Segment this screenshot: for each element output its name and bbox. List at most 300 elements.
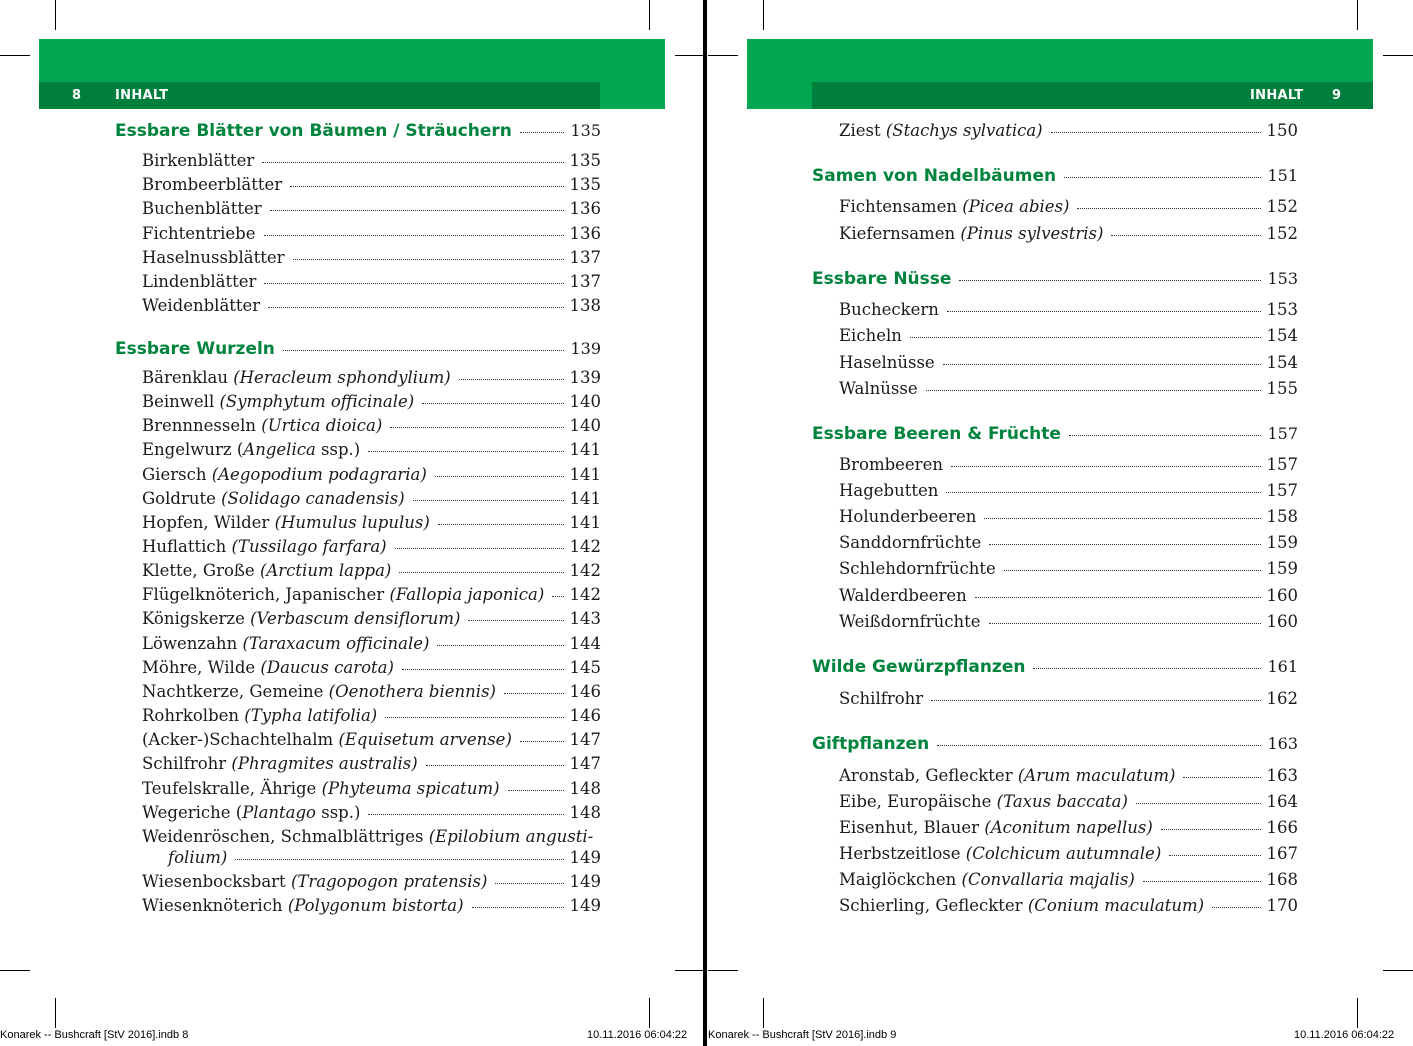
crop-mark (1357, 0, 1358, 30)
entry-latin-name: (Fallopia japonica) (389, 585, 545, 604)
dot-leader (1077, 208, 1260, 209)
page-ref: 157 (1266, 481, 1298, 500)
toc-entry (142, 872, 601, 891)
dot-leader (520, 132, 565, 133)
dot-leader (989, 623, 1261, 624)
entry-suffix: ssp.) (316, 803, 361, 822)
toc-entry (142, 658, 601, 677)
dot-leader (1069, 435, 1262, 436)
toc-entry (142, 513, 601, 532)
crop-mark (708, 970, 738, 971)
entry-latin-name: (Stachys sylvatica) (885, 121, 1043, 140)
toc-entry (142, 585, 601, 604)
entry-name (142, 537, 387, 556)
dot-leader (959, 280, 1261, 281)
toc-entry (839, 224, 1298, 243)
entry-latin-name-continued: folium) (168, 848, 228, 867)
entry-common-name: Haselnussblätter (142, 248, 285, 267)
toc-entry (839, 507, 1298, 526)
toc-entry (839, 481, 1298, 500)
page-ref: 160 (1266, 612, 1298, 631)
dot-leader (293, 259, 564, 260)
toc-section-heading (115, 339, 601, 359)
entry-common-name: Königskerze (142, 609, 245, 628)
entry-name (142, 754, 418, 773)
entry-common-name: Schilfrohr (142, 754, 227, 773)
toc-entry (839, 766, 1298, 785)
dot-leader (437, 645, 563, 646)
dot-leader (368, 451, 563, 452)
entry-name (839, 197, 1069, 216)
entry-name (839, 507, 976, 526)
footer-date-right: 10.11.2016 06:04:22 (1294, 1029, 1395, 1041)
dot-leader (235, 859, 563, 860)
toc-entry-continuation (168, 848, 601, 867)
entry-common-name: Goldrute (142, 489, 216, 508)
page-ref: 161 (1267, 657, 1298, 676)
entry-latin-name: (Oenothera biennis) (328, 682, 496, 701)
page-ref: 140 (569, 392, 601, 411)
entry-name (142, 272, 256, 291)
dot-leader (459, 379, 564, 380)
dot-leader (946, 492, 1260, 493)
page-ref: 141 (569, 513, 601, 532)
crop-mark (649, 0, 650, 30)
entry-latin-name: (Pinus sylvestris) (960, 224, 1104, 243)
dot-leader (989, 544, 1260, 545)
toc-section-heading (812, 166, 1298, 186)
page-ref: 141 (569, 440, 601, 459)
dot-leader (468, 620, 563, 621)
page-ref: 146 (569, 682, 601, 701)
entry-name (839, 481, 938, 500)
entry-common-name: Giersch (142, 465, 207, 484)
dot-leader (368, 814, 563, 815)
entry-name (142, 368, 451, 387)
entry-common-name: Flügelknöterich, Japanischer (142, 585, 385, 604)
toc-entry (839, 121, 1298, 140)
left-header-label: INHALT (115, 88, 169, 103)
entry-latin-name: Angelica (243, 440, 316, 459)
dot-leader (264, 235, 564, 236)
crop-mark (1357, 998, 1358, 1028)
page-ref: 163 (1267, 734, 1298, 753)
toc-entry (839, 844, 1298, 863)
entry-name (839, 353, 935, 372)
page-ref: 154 (1266, 326, 1298, 345)
entry-common-name: Rohrkolben (142, 706, 240, 725)
dot-leader (926, 390, 1261, 391)
entry-common-name: Weidenblätter (142, 296, 261, 315)
section-title: Essbare Blätter von Bäumen / Sträuchern (115, 121, 512, 141)
entry-name (142, 392, 414, 411)
entry-name (839, 455, 943, 474)
page-ref: 153 (1267, 269, 1298, 288)
page-ref: 157 (1266, 455, 1298, 474)
entry-latin-name: (Solidago canadensis) (221, 489, 405, 508)
toc-entry (142, 827, 593, 846)
toc-entry (839, 559, 1298, 578)
toc-entry (839, 326, 1298, 345)
dot-leader (1161, 829, 1261, 830)
entry-common-name: Wiesenbocksbart (142, 872, 286, 891)
entry-name (142, 561, 391, 580)
dot-leader (264, 283, 563, 284)
entry-common-name: Holunderbeeren (839, 507, 977, 526)
section-title: Essbare Beeren & Früchte (812, 424, 1061, 444)
entry-name (839, 689, 923, 708)
crop-mark (675, 55, 705, 56)
entry-latin-name: (Typha latifolia) (244, 706, 378, 725)
entry-name (839, 300, 939, 319)
dot-leader (1033, 668, 1261, 669)
dot-leader (1183, 777, 1260, 778)
entry-name (142, 465, 427, 484)
entry-latin-name: (Tussilago farfara) (231, 537, 387, 556)
toc-entry (142, 561, 601, 580)
entry-common-name: Maiglöckchen (839, 870, 957, 889)
dot-leader (1212, 907, 1260, 908)
toc-entry (142, 754, 601, 773)
entry-common-name: Teufelskralle, Ährige (142, 779, 317, 798)
dot-leader (268, 307, 563, 308)
dot-leader (270, 210, 564, 211)
page-ref: 137 (569, 272, 601, 291)
entry-common-name: Brennnesseln (142, 416, 257, 435)
toc-entry (142, 440, 601, 459)
dot-leader (984, 518, 1260, 519)
crop-mark (1383, 55, 1413, 56)
entry-common-name: Walderdbeeren (839, 586, 967, 605)
toc-entry (142, 730, 601, 749)
entry-common-name: Beinwell (142, 392, 215, 411)
entry-common-name: Wegeriche ( (142, 803, 243, 822)
toc-entry (142, 537, 601, 556)
dot-leader (975, 597, 1261, 598)
entry-common-name: Weidenröschen, Schmalblättriges (142, 827, 424, 846)
section-title: Giftpflanzen (812, 734, 930, 754)
entry-latin-name: (Conium maculatum) (1027, 896, 1205, 915)
toc-entry (839, 586, 1298, 605)
section-title: Samen von Nadelbäumen (812, 166, 1057, 186)
page-ref: 144 (569, 634, 601, 653)
entry-latin-name: (Phragmites australis) (231, 754, 418, 773)
toc-entry (142, 199, 601, 218)
dot-leader (399, 572, 563, 573)
toc-entry (839, 379, 1298, 398)
toc-section-heading (812, 269, 1298, 289)
entry-common-name: Möhre, Wilde (142, 658, 256, 677)
entry-latin-name: (Colchicum autumnale) (965, 844, 1162, 863)
page-ref: 158 (1266, 507, 1298, 526)
entry-common-name: Bucheckern (839, 300, 939, 319)
toc-entry (142, 634, 601, 653)
entry-common-name: Löwenzahn (142, 634, 238, 653)
entry-latin-name: (Epilobium angusti- (428, 827, 594, 846)
entry-common-name: Eibe, Europäische (839, 792, 992, 811)
dot-leader (1111, 235, 1260, 236)
page-ref: 141 (569, 489, 601, 508)
dot-leader (1169, 855, 1260, 856)
entry-name (142, 513, 430, 532)
entry-name (142, 440, 360, 459)
dot-leader (290, 186, 563, 187)
entry-common-name: Schierling, Gefleckter (839, 896, 1023, 915)
entry-common-name: Fichtentriebe (142, 224, 256, 243)
entry-common-name: Brombeerblätter (142, 175, 283, 194)
entry-latin-name: (Picea abies) (962, 197, 1070, 216)
page-ref: 151 (1267, 166, 1298, 185)
toc-entry (142, 416, 601, 435)
entry-common-name: Eisenhut, Blauer (839, 818, 980, 837)
entry-name (142, 416, 382, 435)
entry-name (839, 533, 981, 552)
toc-entry (839, 870, 1298, 889)
entry-name (839, 844, 1161, 863)
page-ref: 135 (569, 151, 601, 170)
page-ref: 141 (569, 465, 601, 484)
dot-leader (931, 700, 1260, 701)
page-ref: 148 (569, 779, 601, 798)
entry-name (142, 248, 285, 267)
entry-name (142, 296, 260, 315)
page-ref: 136 (569, 224, 601, 243)
entry-latin-name: (Heracleum sphondylium) (233, 368, 451, 387)
entry-latin-name: (Arum maculatum) (1017, 766, 1176, 785)
crop-mark (675, 970, 705, 971)
entry-latin-name: (Humulus lupulus) (274, 513, 430, 532)
dot-leader (1136, 803, 1261, 804)
page-ref: 152 (1266, 224, 1298, 243)
page-ref: 136 (569, 199, 601, 218)
entry-name (142, 199, 262, 218)
entry-common-name: Bärenklau (142, 368, 228, 387)
entry-common-name: Ziest (839, 121, 881, 140)
toc-section-heading (812, 657, 1298, 677)
crop-mark (55, 0, 56, 30)
entry-name (142, 872, 487, 891)
page-ref: 149 (569, 848, 601, 867)
dot-leader (910, 337, 1261, 338)
toc-entry (142, 803, 601, 822)
entry-name (142, 730, 512, 749)
entry-name (839, 559, 996, 578)
entry-latin-name: (Aconitum napellus) (984, 818, 1153, 837)
page-ref: 164 (1266, 792, 1298, 811)
entry-name (142, 585, 544, 604)
entry-latin-name: (Arctium lappa) (259, 561, 392, 580)
page-ref: 137 (569, 248, 601, 267)
page-ref: 142 (569, 561, 601, 580)
entry-common-name: Weißdornfrüchte (839, 612, 981, 631)
section-title: Wilde Gewürzpflanzen (812, 657, 1026, 677)
entry-name (142, 151, 254, 170)
dot-leader (472, 907, 564, 908)
crop-mark (1383, 970, 1413, 971)
page-ref: 142 (569, 585, 601, 604)
entry-name (839, 766, 1175, 785)
dot-leader (1051, 132, 1261, 133)
toc-entry (839, 533, 1298, 552)
page-ref: 168 (1266, 870, 1298, 889)
entry-name (142, 658, 394, 677)
crop-mark (0, 55, 30, 56)
page-ref: 157 (1267, 424, 1298, 443)
page-ref: 143 (569, 609, 601, 628)
entry-name (839, 326, 902, 345)
page-ref: 149 (569, 872, 601, 891)
dot-leader (438, 524, 564, 525)
page-ref: 139 (570, 339, 601, 358)
dot-leader (1004, 570, 1261, 571)
dot-leader (435, 476, 564, 477)
footer-file-right: Konarek -- Bushcraft [StV 2016].indb 9 (708, 1029, 897, 1041)
entry-suffix: ssp.) (315, 440, 361, 459)
page-ref: 135 (569, 175, 601, 194)
entry-name (142, 175, 282, 194)
page-ref: 142 (569, 537, 601, 556)
toc-entry (142, 779, 601, 798)
dot-leader (552, 596, 563, 597)
toc-entry (839, 197, 1298, 216)
dot-leader (937, 745, 1261, 746)
toc-entry (839, 353, 1298, 372)
entry-name (142, 803, 360, 822)
entry-common-name: Engelwurz ( (142, 440, 244, 459)
entry-common-name: Eicheln (839, 326, 902, 345)
page-ref: 135 (570, 121, 601, 140)
page-ref: 162 (1266, 689, 1298, 708)
toc-entry (142, 248, 601, 267)
page-ref: 147 (569, 730, 601, 749)
entry-latin-name: (Convallaria majalis) (961, 870, 1135, 889)
page-ref: 166 (1266, 818, 1298, 837)
dot-leader (283, 350, 565, 351)
entry-name (142, 224, 256, 243)
entry-latin-name: (Aegopodium podagraria) (211, 465, 427, 484)
dot-leader (951, 466, 1261, 467)
toc-entry (142, 175, 601, 194)
page-ref: 145 (569, 658, 601, 677)
entry-common-name: Hopfen, Wilder (142, 513, 270, 532)
entry-common-name: Kiefernsamen (839, 224, 956, 243)
entry-name (839, 224, 1103, 243)
section-title: Essbare Wurzeln (115, 339, 275, 359)
dot-leader (947, 311, 1261, 312)
toc-entry (142, 489, 601, 508)
page-ref: 146 (569, 706, 601, 725)
entry-name (839, 896, 1204, 915)
entry-latin-name: (Taraxacum officinale) (242, 634, 430, 653)
page-ref: 160 (1266, 586, 1298, 605)
page-ref: 170 (1266, 896, 1298, 915)
entry-latin-name: (Phyteuma spicatum) (321, 779, 500, 798)
toc-entry (142, 706, 601, 725)
entry-latin-name: (Tragopogon pratensis) (290, 872, 488, 891)
entry-common-name: Schilfrohr (839, 689, 924, 708)
entry-common-name: Birkenblätter (142, 151, 255, 170)
toc-entry (839, 818, 1298, 837)
entry-latin-name: (Symphytum officinale) (219, 392, 415, 411)
entry-name (142, 634, 429, 653)
toc-entry (839, 455, 1298, 474)
entry-latin-name: (Polygonum bistorta) (287, 896, 464, 915)
dot-leader (426, 765, 564, 766)
entry-latin-name: (Taxus baccata) (996, 792, 1128, 811)
right-header-label: INHALT (1250, 88, 1304, 103)
page-ref: 138 (569, 296, 601, 315)
entry-name (142, 896, 464, 915)
toc-entry (839, 792, 1298, 811)
toc-entry (142, 224, 601, 243)
entry-common-name: Huflattich (142, 537, 227, 556)
entry-common-name: Sanddornfrüchte (839, 533, 982, 552)
entry-name (839, 612, 981, 631)
dot-leader (1143, 881, 1261, 882)
entry-common-name: Klette, Große (142, 561, 255, 580)
page-ref: 140 (569, 416, 601, 435)
entry-name (142, 609, 460, 628)
entry-latin-name: (Urtica dioica) (261, 416, 383, 435)
footer-date-left: 10.11.2016 06:04:22 (587, 1029, 688, 1041)
page-ref: 149 (569, 896, 601, 915)
dot-leader (508, 790, 564, 791)
entry-name (839, 792, 1128, 811)
toc-entry (839, 689, 1298, 708)
toc-entry (839, 300, 1298, 319)
toc-entry (142, 896, 601, 915)
toc-entry (142, 272, 601, 291)
entry-name (142, 682, 496, 701)
entry-name (839, 121, 1043, 140)
right-page-number: 9 (1332, 88, 1342, 103)
entry-common-name: (Acker-)Schachtelhalm (142, 730, 334, 749)
dot-leader (385, 717, 563, 718)
entry-name (839, 870, 1135, 889)
entry-common-name: Brombeeren (839, 455, 943, 474)
footer-file-left: Konarek -- Bushcraft [StV 2016].indb 8 (0, 1029, 189, 1041)
entry-latin-name: (Equisetum arvense) (338, 730, 512, 749)
entry-common-name: Haselnüsse (839, 353, 935, 372)
toc-entry (839, 612, 1298, 631)
section-title: Essbare Nüsse (812, 269, 952, 289)
page-ref: 159 (1266, 533, 1298, 552)
entry-common-name: Fichtensamen (839, 197, 957, 216)
left-page-number: 8 (72, 88, 82, 103)
dot-leader (402, 669, 564, 670)
page-ref: 159 (1266, 559, 1298, 578)
entry-latin-name: Plantago (242, 803, 316, 822)
entry-common-name: Aronstab, Gefleckter (839, 766, 1013, 785)
crop-mark (708, 55, 738, 56)
dot-leader (262, 162, 563, 163)
dot-leader (395, 548, 564, 549)
dot-leader (504, 693, 564, 694)
toc-section-heading (115, 121, 601, 141)
entry-latin-name: (Verbascum densiflorum) (250, 609, 461, 628)
entry-name (142, 489, 405, 508)
dot-leader (390, 427, 563, 428)
crop-mark (0, 970, 30, 971)
entry-common-name: Buchenblätter (142, 199, 262, 218)
toc-entry (142, 151, 601, 170)
page-ref: 154 (1266, 353, 1298, 372)
toc-entry (142, 465, 601, 484)
dot-leader (943, 364, 1261, 365)
entry-name (839, 379, 918, 398)
toc-entry (839, 896, 1298, 915)
toc-section-heading (812, 424, 1298, 444)
